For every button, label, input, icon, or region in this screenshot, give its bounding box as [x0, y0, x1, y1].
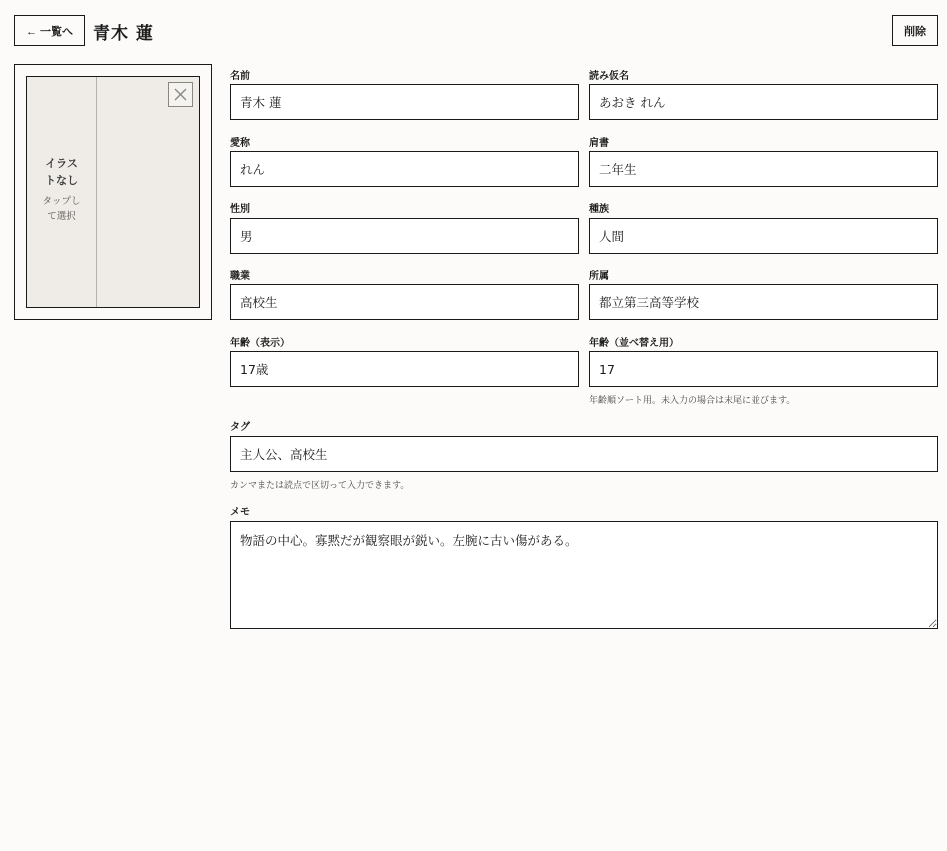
- illustration-placeholder: [27, 155, 96, 224]
- illustration-picker[interactable]: [26, 76, 200, 308]
- nickname-label: 愛称: [230, 138, 250, 149]
- gender-label: 性別: [230, 204, 250, 215]
- reading-field[interactable]: [589, 84, 938, 120]
- title-field[interactable]: [589, 151, 938, 187]
- tags-label: タグ: [230, 422, 250, 433]
- gender-field[interactable]: [230, 218, 579, 254]
- name-field[interactable]: [230, 84, 579, 120]
- age-sort-label: 年齢（並べ替え用）: [589, 338, 679, 349]
- occupation-label: 職業: [230, 271, 250, 282]
- title-label: 肩書: [589, 138, 609, 149]
- affiliation-label: 所属: [589, 271, 609, 282]
- tags-hint: カンマまたは読点で区切って入力できます。: [230, 481, 410, 491]
- race-label: 種族: [589, 204, 609, 215]
- race-field[interactable]: [589, 218, 938, 254]
- close-icon: [174, 88, 187, 101]
- reading-label: 読み仮名: [589, 71, 629, 82]
- memo-label: メモ: [230, 507, 250, 518]
- age-sort-hint: 年齢順ソート用。未入力の場合は末尾に並びます。: [589, 396, 796, 406]
- page-title: 青木 蓮: [93, 24, 154, 44]
- affiliation-field[interactable]: [589, 284, 938, 320]
- illustration-clear-button[interactable]: [168, 82, 193, 107]
- illustration-empty-label: イラストなし: [45, 157, 78, 187]
- tags-field[interactable]: [230, 436, 938, 472]
- nickname-field[interactable]: [230, 151, 579, 187]
- age-sort-field[interactable]: [589, 351, 938, 387]
- illustration-divider: [96, 77, 97, 307]
- occupation-field[interactable]: [230, 284, 579, 320]
- memo-textarea[interactable]: [230, 521, 938, 629]
- back-to-list-button[interactable]: ← 一覧へ: [14, 15, 85, 46]
- age-display-label: 年齢（表示）: [230, 338, 290, 349]
- delete-button[interactable]: 削除: [892, 15, 938, 46]
- illustration-card: [14, 64, 212, 320]
- age-display-field[interactable]: [230, 351, 579, 387]
- illustration-tap-hint: タップして選択: [42, 196, 81, 222]
- name-label: 名前: [230, 71, 250, 82]
